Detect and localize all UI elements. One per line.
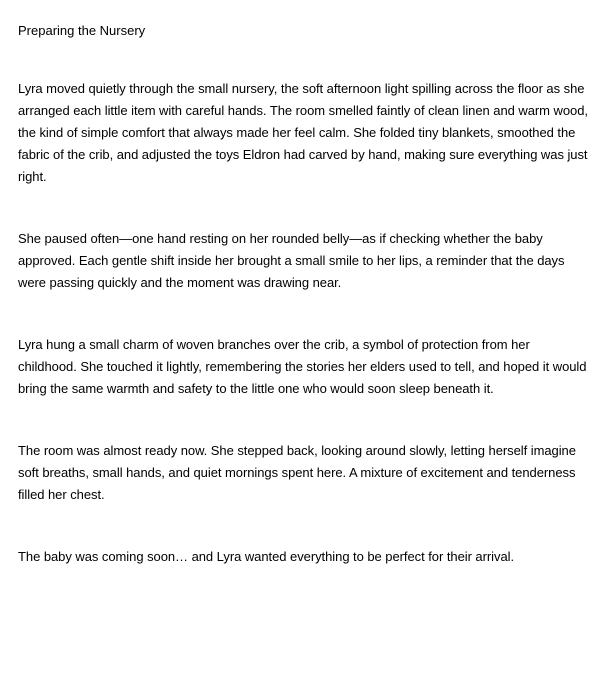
document-title: Preparing the Nursery xyxy=(18,23,146,38)
paragraph-4: The room was almost ready now. She stepped back, looking around slowly, letting herself imagine soft breaths, small hands, and quiet mornings spent here. A mixture of excitement and tenderness filled her chest. xyxy=(18,443,576,502)
paragraph-5: The baby was coming soon… and Lyra wanted everything to be perfect for their arrival. xyxy=(18,549,515,564)
paragraph-1: Lyra moved quietly through the small nursery, the soft afternoon light spilling across the floor as she arranged each little item with careful hands. The room smelled faintly of clean linen and warm wood, the kind of simple comfort that always made her feel calm. She folded tiny blankets, smoothed the fabric of the crib, and adjusted the toys Eldron had carved by hand, making sure everything was just right. xyxy=(18,81,588,184)
paragraph-3: Lyra hung a small charm of woven branches over the crib, a symbol of protection from her childhood. She touched it lightly, remembering the stories her elders used to tell, and hoped it would bring the same warmth and safety to the little one who would soon sleep beneath it. xyxy=(18,337,587,396)
paragraph-2: She paused often—one hand resting on her rounded belly—as if checking whether the baby approved. Each gentle shift inside her brought a small smile to her lips, a reminder that the days were passing quickly and the moment was drawing near. xyxy=(18,231,565,290)
